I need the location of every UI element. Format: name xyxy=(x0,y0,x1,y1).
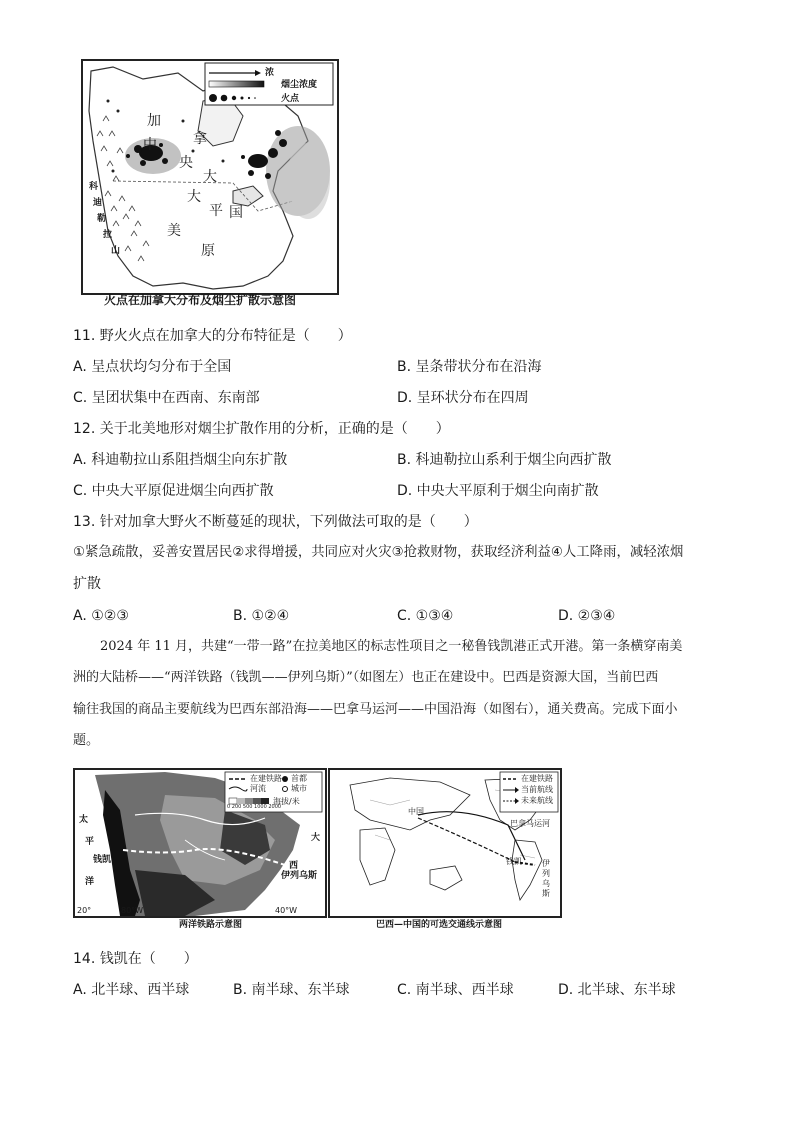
label-pacific-ping: 平 xyxy=(85,837,95,847)
q13-option-d[interactable]: D. ②③④ xyxy=(558,608,616,624)
map-label-mei: 美 xyxy=(167,223,181,239)
q13-option-c[interactable]: C. ①③④ xyxy=(397,608,454,624)
label-qiankai: 钱凯 xyxy=(93,855,112,865)
label-qiankai: 钱凯 xyxy=(506,857,522,866)
q11-stem: 11. 野火火点在加拿大的分布特征是（ ） xyxy=(73,328,352,344)
legend-smoke-concentration: 烟尘浓度 xyxy=(281,80,318,90)
q13-option-b[interactable]: B. ①②④ xyxy=(233,608,290,624)
brazil-china-routes-map xyxy=(328,768,562,918)
map-label-ping: 平 xyxy=(209,203,223,219)
passage-line-4: 题。 xyxy=(73,733,100,748)
map-label-guo: 国 xyxy=(229,205,243,221)
two-ocean-railway-map xyxy=(73,768,327,918)
q12-option-b[interactable]: B. 科迪勒拉山系利于烟尘向西扩散 xyxy=(397,452,612,468)
legend-capital: 首都 xyxy=(291,774,307,783)
q14-option-a[interactable]: A. 北半球、西半球 xyxy=(73,982,190,998)
map-label-ke: 科 xyxy=(89,182,99,192)
passage-line-2: 洲的大陆桥——“两洋铁路（钱凯——伊列乌斯）”（如图左）也正在建设中。巴西是资源大国，当前巴西 xyxy=(73,670,659,685)
canada-fire-map xyxy=(81,59,339,295)
q12-option-a[interactable]: A. 科迪勒拉山系阻挡烟尘向东扩散 xyxy=(73,452,288,468)
label-xi: 西 xyxy=(289,861,299,871)
label-panama-canal: 巴拿马运河 xyxy=(510,819,550,828)
q14-option-b[interactable]: B. 南半球、东半球 xyxy=(233,982,350,998)
map-label-yuan: 原 xyxy=(201,243,215,259)
q12-stem: 12. 关于北美地形对烟尘扩散作用的分析，正确的是（ ） xyxy=(73,421,450,437)
map-label-na: 拿 xyxy=(193,131,207,147)
q13-option-a[interactable]: A. ①②③ xyxy=(73,608,129,624)
q14-stem: 14. 钱凯在（ ） xyxy=(73,951,198,967)
label-china: 中国 xyxy=(408,807,424,816)
q11-option-a[interactable]: A. 呈点状均匀分布于全国 xyxy=(73,359,232,375)
legend-current-route: 当前航线 xyxy=(521,785,553,794)
legend-dense: 浓 xyxy=(265,68,275,78)
legend-river: 河流 xyxy=(250,784,266,793)
legend-fire-points: 火点 xyxy=(281,94,300,104)
q12-option-c[interactable]: C. 中央大平原促进烟尘向西扩散 xyxy=(73,483,274,499)
q13-statements-line1: ①紧急疏散，妥善安置居民②求得增援，共同应对火灾③抢救财物，获取经济利益④人工降雨，减轻浓烟 xyxy=(73,545,684,560)
label-ilheus-4: 斯 xyxy=(542,889,550,898)
label-pacific-yang: 洋 xyxy=(85,877,95,887)
q11-option-b[interactable]: B. 呈条带状分布在沿海 xyxy=(397,359,542,375)
fig3-caption: 巴西—中国的可选交通线示意图 xyxy=(376,920,503,930)
legend-city: 城市 xyxy=(291,784,307,793)
map-label-zhong: 中 xyxy=(143,137,157,153)
q12-option-d[interactable]: D. 中央大平原利于烟尘向南扩散 xyxy=(397,483,599,499)
label-lat-20: 20° xyxy=(77,906,92,915)
map-label-jia: 加 xyxy=(147,113,161,129)
legend-elevation-unit: 海拔/米 xyxy=(273,797,300,806)
label-ilheus-1: 伊 xyxy=(542,859,550,868)
map-label-da2: 大 xyxy=(187,189,201,205)
map-label-shan: 山 xyxy=(111,246,121,256)
map-label-le: 勒 xyxy=(97,214,107,224)
label-atlantic-da: 大 xyxy=(311,833,321,843)
label-pacific-tai: 太 xyxy=(79,815,89,825)
label-lon-40w: 40°W xyxy=(275,906,298,915)
south-america-relief xyxy=(75,770,325,916)
legend-elevation-scale: 0 200 500 1000 2000 xyxy=(227,804,282,810)
passage-line-1: 2024 年 11 月，共建“一带一路”在拉美地区的标志性项目之一秘鲁钱凯港正式开港。第一条横穿南美 xyxy=(100,639,683,654)
label-ilheus-3: 乌 xyxy=(542,879,550,888)
map-label-da: 大 xyxy=(203,169,217,185)
legend-railway-under-construction: 在建铁路 xyxy=(521,774,553,783)
legend-future-route: 未来航线 xyxy=(521,796,553,805)
fig2-caption: 两洋铁路示意图 xyxy=(179,920,243,930)
q11-option-d[interactable]: D. 呈环状分布在四周 xyxy=(397,390,529,406)
map-label-la: 拉 xyxy=(103,230,113,240)
map-label-di: 迪 xyxy=(93,198,103,208)
q14-option-c[interactable]: C. 南半球、西半球 xyxy=(397,982,514,998)
q11-option-c[interactable]: C. 呈团状集中在西南、东南部 xyxy=(73,390,260,406)
q13-stem: 13. 针对加拿大野火不断蔓延的现状，下列做法可取的是（ ） xyxy=(73,514,478,530)
fig1-caption: 火点在加拿大分布及烟尘扩散示意图 xyxy=(104,293,297,307)
map-label-yang: 央 xyxy=(179,155,193,171)
label-lon-80w: 80°W xyxy=(121,906,144,915)
legend-railway: 在建铁路 xyxy=(250,774,282,783)
q14-option-d[interactable]: D. 北半球、东半球 xyxy=(558,982,676,998)
label-ilheus-2: 列 xyxy=(542,869,550,878)
passage-line-3: 输往我国的商品主要航线为巴西东部沿海——巴拿马运河——中国沿海（如图右），通关费高。完成下面小 xyxy=(73,702,678,717)
label-ilheus: 伊列乌斯 xyxy=(281,871,318,881)
q13-statements-line2: 扩散 xyxy=(73,576,101,592)
